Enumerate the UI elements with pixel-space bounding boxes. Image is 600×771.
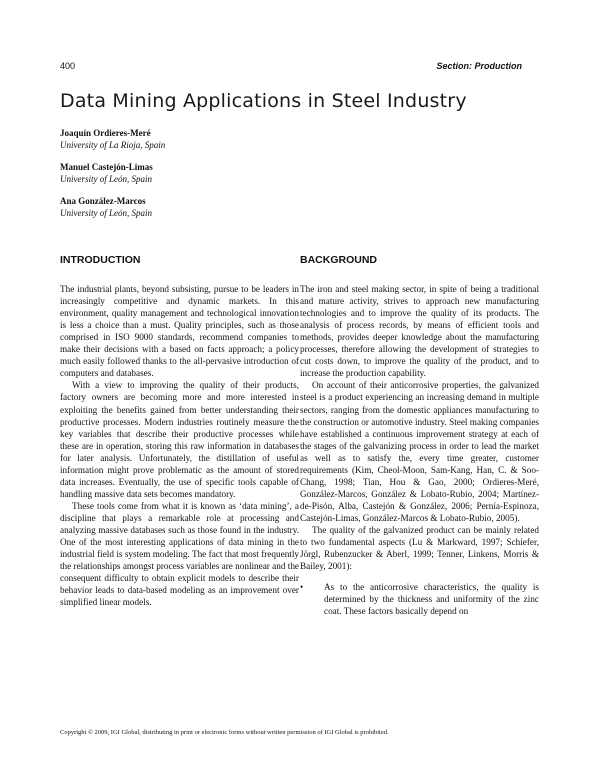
background-paragraph: The iron and steel making sector, in spite of being a traditional and mature activity, strives to approach new manufacturing technologies and to improve the quality of its products. The analysis of process records, by means of efficient tools and methods, provides deeper knowledge about the manufacturing processes, therefore allowing the development of strategies to cut costs down, to improve the quality of the product, and to increase the production capability. bbox=[300, 284, 539, 379]
author-block bbox=[60, 127, 165, 151]
background-heading: BACKGROUND bbox=[300, 254, 377, 266]
introduction-column bbox=[60, 254, 299, 608]
copyright-footer: Copyright © 2009, IGI Global, distributing in print or electronic forms without written permission of IGI Global is prohibited. bbox=[60, 729, 389, 736]
author-affiliation: University of León, Spain bbox=[60, 208, 152, 218]
bullet-marker: • bbox=[300, 582, 304, 593]
background-column bbox=[300, 254, 539, 617]
introduction-heading: INTRODUCTION bbox=[60, 254, 141, 266]
section-label: Section: Production bbox=[436, 61, 522, 71]
author-block bbox=[60, 161, 153, 185]
background-paragraph: The quality of the galvanized product can be mainly related to two fundamental aspects (Lu & Markward, 1997; Schiefer, Jörgl, Rubenzucker & Aberl, 1999; Tenner, Linkens, Morris & Bailey, 2001): bbox=[300, 524, 539, 572]
bullet-item bbox=[300, 581, 539, 617]
author-block bbox=[60, 195, 152, 219]
author-name: Joaquín Ordieres-Meré bbox=[60, 128, 151, 138]
article-title: Data Mining Applications in Steel Industry bbox=[60, 90, 467, 112]
introduction-paragraph: These tools come from what it is known as ‘data mining’, a discipline that plays a remarkable role at processing and analyzing massive databases such as those found in the industry. One of the most interesting applications of data mining in the industrial field is system modeling. The fact that most frequently the relationships amongst process variables are nonlinear and the consequent difficulty to obtain explicit models to describe their behavior leads to data-based modeling as an improvement over simplified linear models. bbox=[60, 500, 299, 608]
bullet-text: As to the anticorrosive characteristics, the quality is determined by the thickness and uniformity of the zinc coat. These factors basically depend on bbox=[324, 582, 539, 617]
introduction-paragraph: The industrial plants, beyond subsisting, pursue to be leaders in increasingly competitive and dynamic markets. In this environment, quality management and technological innovation is less a choice than a must. Quality principles, such as those comprised in ISO 9000 standards, recommend companies to make their decisions with a based on facts approach; a policy much easily followed thanks to the all-pervasive introduction of computers and databases. bbox=[60, 284, 299, 379]
page-number: 400 bbox=[60, 61, 76, 71]
background-paragraph: On account of their anticorrosive properties, the galvanized steel is a product experiencing an increasing demand in multiple sectors, ranging from the domestic appliances manufacturing to the construction or automotive industry. Steel making companies have established a continuous improvement strategy at each of the stages of the galvanizing process in order to lead the market as well as to satisfy the, every time greater, customer requirements (Kim, Cheol-Moon, Sam-Kang, Han, C. & Soo-Chang, 1998; Tian, Hou & Gao, 2000; Ordieres-Meré, González-Marcos, González & Lobato-Rubio, 2004; Martínez-de-Pisón, Alba, Castejón & González, 2006; Pernía-Espinoza, Castejón-Limas, González-Marcos & Lobato-Rubio, 2005). bbox=[300, 380, 539, 523]
author-affiliation: University of La Rioja, Spain bbox=[60, 140, 166, 150]
author-name: Ana González-Marcos bbox=[60, 196, 146, 206]
author-affiliation: University of León, Spain bbox=[60, 174, 152, 184]
introduction-paragraph: With a view to improving the quality of their products, factory owners are becoming more and more interested in exploiting the benefits gained from better understanding their productive processes. Modern industries routinely measure the key variables that describe their productive processes while these are in operation, storing this raw information in databases for later analysis. Unfortunately, the distillation of useful information might prove problematic as the amount of stored data increases. Eventually, the use of specific tools capable of handling massive data sets becomes mandatory. bbox=[60, 380, 299, 499]
author-name: Manuel Castejón-Limas bbox=[60, 162, 153, 172]
